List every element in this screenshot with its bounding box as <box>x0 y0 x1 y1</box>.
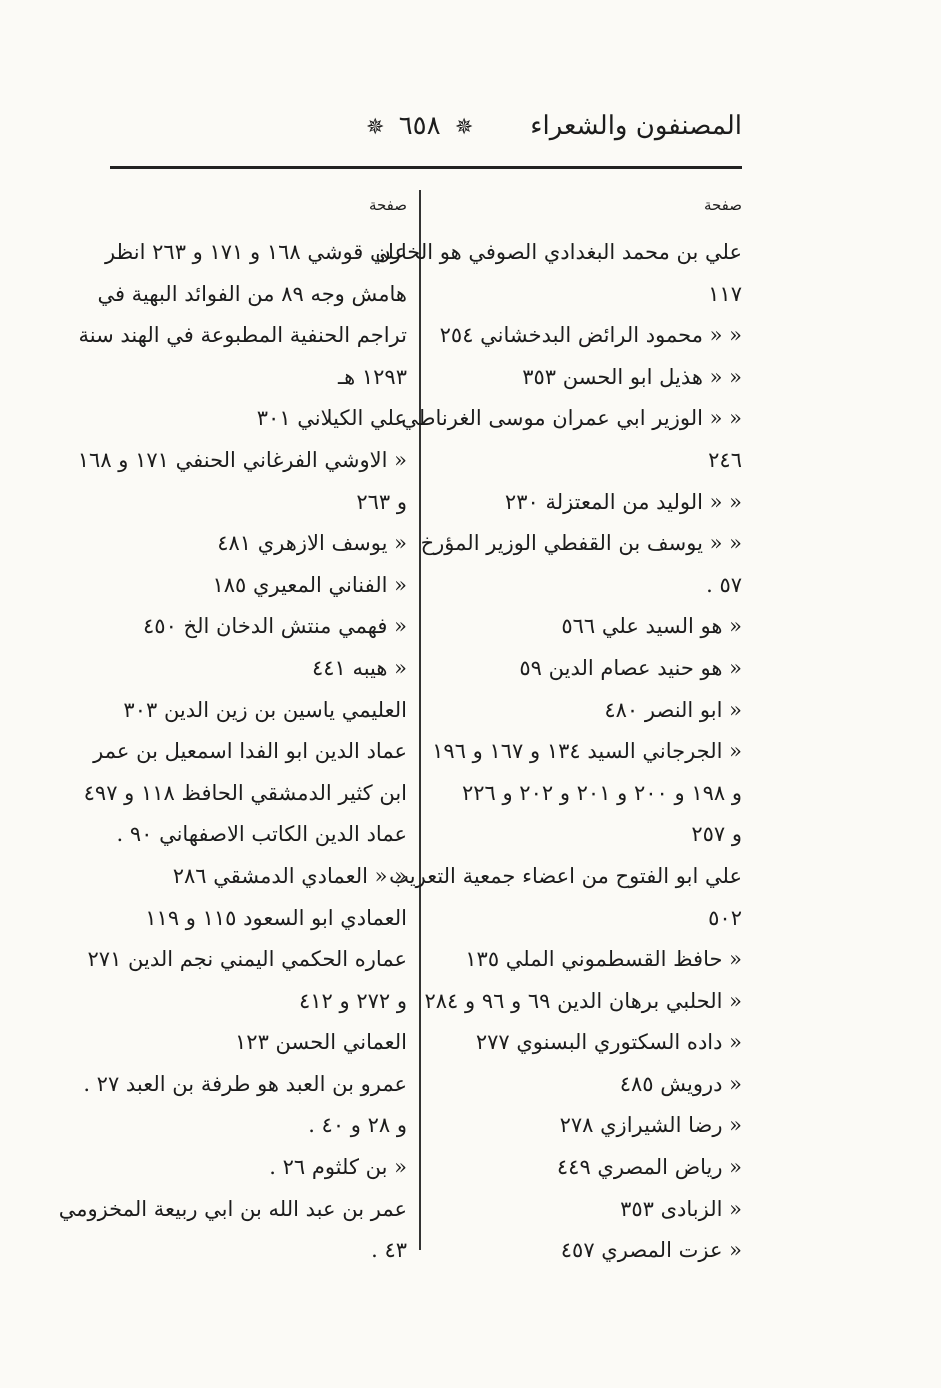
index-entry: ١٢٩٣ هـ <box>337 364 407 389</box>
header-rule <box>110 166 742 169</box>
index-entry: ٥٧ . <box>706 572 742 597</box>
index-entry: « الزبادى ٣٥٣ <box>620 1196 742 1221</box>
page-number: ٦٥٨ <box>398 111 441 141</box>
index-entry: ٢٤٦ <box>708 447 742 472</box>
index-entry: « بن كلثوم ٢٦ . <box>269 1155 407 1180</box>
index-entry: « هيبه ٤٤١ <box>311 655 407 680</box>
index-entry: « فهمي منتش الدخان الخ ٤٥٠ <box>143 614 407 639</box>
index-entry: عمر بن عبد الله بن ابي ربيعة المخزومي <box>58 1196 407 1221</box>
column-heading: صفحة <box>703 196 742 214</box>
index-entry: « الحلبي برهان الدين ٦٩ و ٩٦ و ٢٨٤ <box>424 988 742 1013</box>
index-entry: علي ابو الفتوح من اعضاء جمعية التعريب <box>389 863 742 888</box>
index-column-left <box>58 196 407 1272</box>
column-heading: صفحة <box>368 196 407 214</box>
index-entry: « هو حنيد عصام الدين ٥٩ <box>519 655 742 680</box>
index-entry: « رياض المصري ٤٤٩ <box>556 1155 742 1180</box>
column-divider <box>419 190 421 1250</box>
index-entry: العماني الحسن ١٢٣ <box>235 1030 407 1055</box>
running-title: المصنفون والشعراء <box>530 111 742 141</box>
index-entry: « الاوشي الفرغاني الحنفي ١٧١ و ١٦٨ <box>77 447 407 472</box>
index-entry: « الفناني المعيري ١٨٥ <box>212 572 407 597</box>
index-entries-left <box>58 232 407 1272</box>
index-entry: « « هذيل ابو الحسن ٣٥٣ <box>522 364 742 389</box>
index-entry: و ٢٥٧ <box>691 822 742 847</box>
page-number-group <box>360 111 479 141</box>
index-entry: « الجرجاني السيد ١٣٤ و ١٦٧ و ١٩٦ <box>432 739 742 764</box>
index-entry: و ٢٦٣ <box>356 489 407 514</box>
index-entry: « درويش ٤٨٥ <box>619 1071 742 1096</box>
index-entry: ٥٠٢ <box>708 905 742 930</box>
index-entry: العليمي ياسين بن زين الدين ٣٠٣ <box>123 697 407 722</box>
index-entry: « رضا الشيرازي ٢٧٨ <box>559 1113 742 1138</box>
index-entry: عماره الحكمي اليمني نجم الدين ٢٧١ <box>87 947 407 972</box>
index-entry: هامش وجه ٨٩ من الفوائد البهية في <box>97 281 407 306</box>
index-entry: « ابو النصر ٤٨٠ <box>604 697 742 722</box>
index-entry: « يوسف الازهري ٤٨١ <box>217 531 407 556</box>
index-entry: « « محمود الرائض البدخشاني ٢٥٤ <box>439 323 742 348</box>
page-header <box>110 105 742 155</box>
index-entry: « هو السيد علي ٥٦٦ <box>561 614 742 639</box>
index-entry: عمرو بن العبد هو طرفة بن العبد ٢٧ . <box>83 1071 407 1096</box>
index-entry: و ٢٧٢ و ٤١٢ <box>298 988 407 1013</box>
index-entry: علي بن محمد البغدادي الصوفي هو الخازن <box>375 240 742 264</box>
index-entry: « عزت المصري ٤٥٧ <box>560 1238 742 1263</box>
index-entry: علي الكيلاني ٣٠١ <box>256 406 407 431</box>
ornament-right-icon: ✵ <box>454 115 474 140</box>
index-entry: « « الوزير ابي عمران موسى الغرناطي <box>401 406 742 431</box>
index-entry: عماد الدين ابو الفدا اسمعيل بن عمر <box>93 739 407 764</box>
index-entry: تراجم الحنفية المطبوعة في الهند سنة <box>78 323 407 348</box>
index-entry: « « الوليد من المعتزلة ٢٣٠ <box>504 489 742 514</box>
index-entry: العمادي ابو السعود ١١٥ و ١١٩ <box>145 905 407 930</box>
index-entry: ١١٧ <box>708 281 742 306</box>
index-entry: و ٢٨ و ٤٠ . <box>308 1113 407 1138</box>
index-entry: علي قوشي ١٦٨ و ١٧١ و ٢٦٣ انظر <box>104 240 407 264</box>
index-entry: « داده السكتوري البسنوي ٢٧٧ <box>475 1030 742 1055</box>
index-entry: و ١٩٨ و ٢٠٠ و ٢٠١ و ٢٠٢ و ٢٢٦ <box>461 780 742 805</box>
index-entry: ٤٣ . <box>371 1238 407 1263</box>
index-entry: « « يوسف بن القفطي الوزير المؤرخ <box>420 531 742 556</box>
ornament-left-icon: ✵ <box>366 115 385 140</box>
index-entry: عماد الدين الكاتب الاصفهاني ٩٠ . <box>116 822 407 847</box>
index-entry: « حافظ القسطموني الملي ١٣٥ <box>465 947 742 972</box>
index-entry: « « العمادي الدمشقي ٢٨٦ <box>172 863 407 888</box>
index-entry: ابن كثير الدمشقي الحافظ ١١٨ و ٤٩٧ <box>83 780 407 805</box>
